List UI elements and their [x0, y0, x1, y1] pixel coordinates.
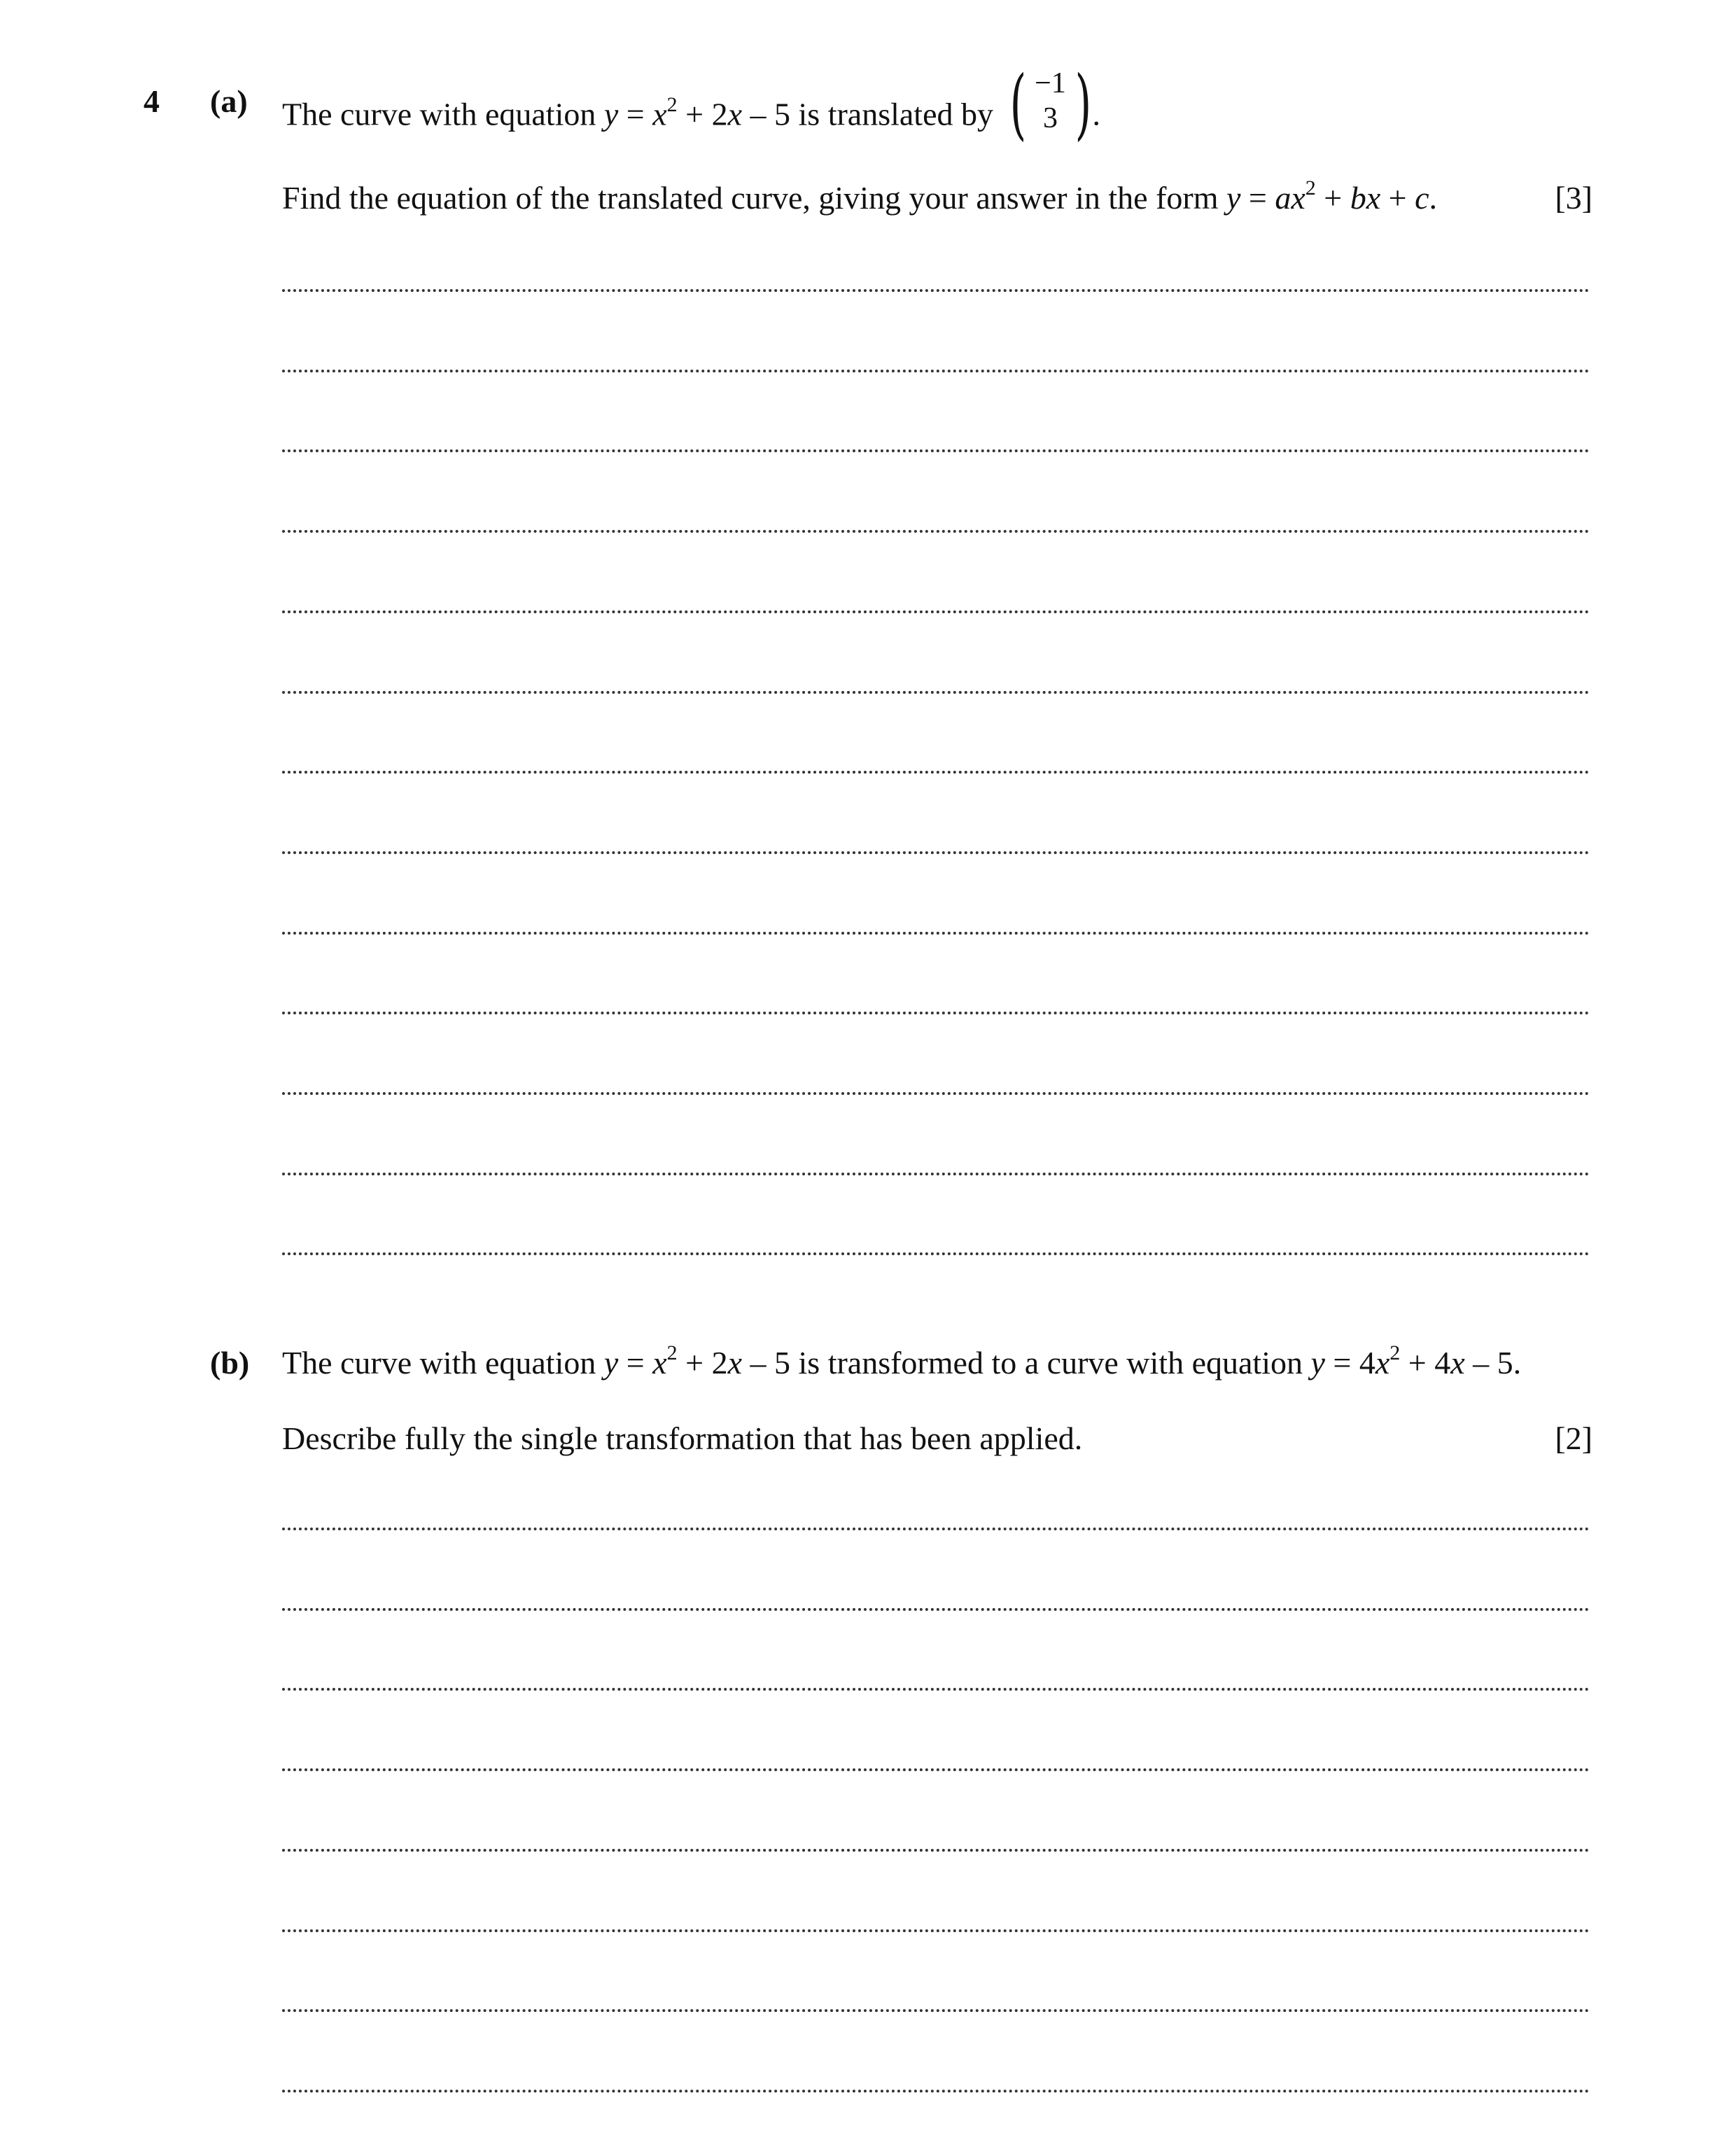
answer-line[interactable]: [282, 1608, 1590, 1611]
translation-vector: [1009, 59, 1093, 148]
part-a-prompt: [282, 59, 1101, 153]
eq-square: 2: [666, 92, 678, 116]
eq-x2: x: [727, 96, 743, 132]
answer-line[interactable]: [282, 1688, 1590, 1691]
part-b-instruction: Describe fully the single transformation that has been applied.: [282, 1420, 1083, 1456]
b-eq-rest-a: + 2: [677, 1345, 728, 1381]
b-eq-y: y: [603, 1345, 619, 1381]
b-eq-rest-b: – 5 is transformed to a curve with equation: [742, 1345, 1311, 1381]
eq-y: y: [603, 96, 619, 132]
form-ax: ax: [1275, 180, 1306, 216]
vector-top: −1: [1035, 67, 1066, 99]
b-eq2-equals: = 4: [1324, 1345, 1376, 1381]
answer-line[interactable]: [282, 2009, 1590, 2012]
part-a-instruction-prefix: Find the equation of the translated curve, giving your answer in the form: [282, 180, 1226, 216]
part-b-prompt: [282, 1341, 1522, 1381]
eq-equals: =: [618, 96, 653, 132]
answer-line[interactable]: [282, 610, 1590, 613]
answer-line[interactable]: [282, 1528, 1590, 1530]
part-a-marks: [3]: [1555, 180, 1592, 216]
b-eq-x: x: [652, 1345, 667, 1381]
form-plus1: +: [1315, 180, 1350, 216]
answer-line[interactable]: [282, 1929, 1590, 1932]
b-eq2-rest-a: + 4: [1400, 1345, 1451, 1381]
part-b-prefix: The curve with equation: [282, 1345, 604, 1381]
eq-x: x: [652, 96, 667, 132]
answer-line[interactable]: [282, 932, 1590, 935]
answer-line[interactable]: [282, 370, 1590, 372]
answer-line[interactable]: [282, 289, 1590, 292]
answer-line[interactable]: [282, 1012, 1590, 1014]
form-end: .: [1429, 180, 1438, 216]
b-eq-equals: =: [618, 1345, 653, 1381]
part-a-line1-end: .: [1092, 96, 1101, 132]
b-eq2-y: y: [1310, 1345, 1325, 1381]
answer-line[interactable]: [282, 1849, 1590, 1852]
form-square: 2: [1305, 176, 1316, 200]
form-bx: bx: [1350, 180, 1381, 216]
vector-bottom: 3: [1043, 102, 1058, 134]
form-y: y: [1226, 180, 1241, 216]
b-eq2-square: 2: [1390, 1341, 1401, 1364]
b-eq2-rest-b: – 5.: [1464, 1345, 1522, 1381]
vector-left-paren: (: [1009, 59, 1026, 148]
eq-rest-b: – 5 is translated by: [742, 96, 994, 132]
form-equals: =: [1240, 180, 1275, 216]
part-a-prefix: The curve with equation: [282, 96, 596, 132]
vector-right-paren: ): [1074, 59, 1091, 148]
answer-line[interactable]: [282, 449, 1590, 452]
part-b-marks: [2]: [1555, 1420, 1592, 1456]
part-b-label: (b): [210, 1345, 250, 1381]
answer-line[interactable]: [282, 1252, 1590, 1255]
eq-rest-a: + 2: [677, 96, 728, 132]
question-number: 4: [144, 83, 160, 119]
b-eq-square: 2: [666, 1341, 678, 1364]
answer-line[interactable]: [282, 1092, 1590, 1095]
part-a-label: (a): [210, 83, 248, 119]
answer-line[interactable]: [282, 1173, 1590, 1175]
b-eq2-x2: x: [1450, 1345, 1465, 1381]
answer-line[interactable]: [282, 771, 1590, 774]
form-plus2: +: [1380, 180, 1415, 216]
b-eq2-x: x: [1375, 1345, 1390, 1381]
b-eq-x2: x: [727, 1345, 743, 1381]
answer-line[interactable]: [282, 2090, 1590, 2092]
part-a-instruction: [282, 176, 1438, 216]
answer-line[interactable]: [282, 691, 1590, 694]
answer-line[interactable]: [282, 1768, 1590, 1771]
answer-line[interactable]: [282, 851, 1590, 854]
answer-line[interactable]: [282, 530, 1590, 533]
form-c: c: [1415, 180, 1429, 216]
